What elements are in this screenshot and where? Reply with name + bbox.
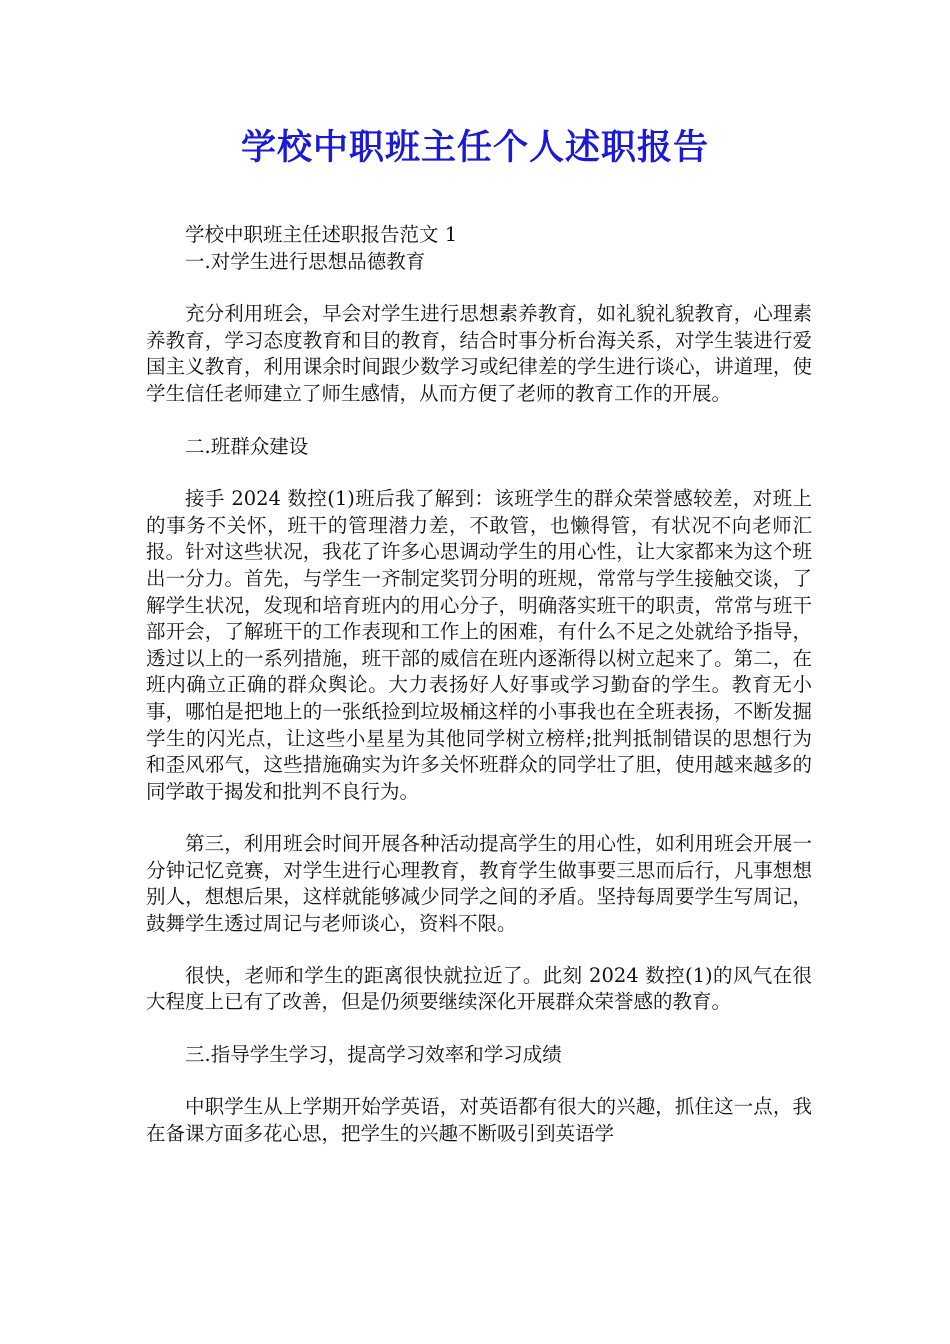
section-3-heading: 三.指导学生学习，提高学习效率和学习成绩 (185, 1042, 562, 1066)
document-title: 学校中职班主任个人述职报告 (240, 128, 709, 168)
section-1-paragraph-1: 充分利用班会，早会对学生进行思想素养教育，如礼貌礼貌教育，心理素养教育，学习态度教育和目的教育，结合时事分析台海关系，对学生装进行爱国主义教育，利用课余时间跟少数学习或纪律差的学生进行谈心，讲道理，使学生信任老师建立了师生感情，从而方便了老师的教育工作的开展。 (146, 302, 812, 405)
section-2-heading: 二.班群众建设 (185, 434, 309, 458)
document-body (146, 222, 812, 1148)
document-subtitle: 学校中职班主任述职报告范文 1 (185, 223, 458, 246)
section-2-paragraph-2: 第三，利用班会时间开展各种活动提高学生的用心性，如利用班会开展一分钟记忆竞赛，对学生进行心理教育，教育学生做事要三思而后行，凡事想想别人，想想后果，这样就能够减少同学之间的矛盾。坚持每周要学生写周记，鼓舞学生透过周记与老师谈心，资料不限。 (146, 832, 812, 936)
section-1-heading: 一.对学生进行思想品德教育 (185, 249, 426, 273)
section-3-paragraph-1: 中职学生从上学期开始学英语，对英语都有很大的兴趣，抓住这一点，我在备课方面多花心思，把学生的兴趣不断吸引到英语学 (146, 1095, 812, 1146)
section-2-paragraph-3: 很快，老师和学生的距离很快就拉近了。此刻 2024 数控(1)的风气在很大程度上已有了改善，但是仍须要继续深化开展群众荣誉感的教育。 (146, 963, 812, 1014)
section-2-paragraph-1: 接手 2024 数控(1)班后我了解到：该班学生的群众荣誉感较差，对班上的事务不关怀，班干的管理潜力差，不敢管，也懒得管，有状况不向老师汇报。针对这些状况，我花了许多心思调动学生的用心性，让大家都来为这个班出一分力。首先，与学生一齐制定奖罚分明的班规，常常与学生接触交谈，了解学生状况，发现和培育班内的用心分子，明确落实班干的职责，常常与班干部开会，了解班干的工作表现和工作上的困难，有什么不足之处就给予指导，透过以上的一系列措施，班干部的威信在班内逐渐得以树立起来了。第二，在班内确立正确的群众舆论。大力表扬好人好事或学习勤奋的学生。教育无小事，哪怕是把地上的一张纸捡到垃圾桶这样的小事我也在全班表扬，不断发掘学生的闪光点，让这些小星星为其他同学树立榜样;批判抵制错误的思想行为和歪风邪气，这些措施确实为许多关怀班群众的同学壮了胆，使用越来越多的同学敢于揭发和批判不良行为。 (146, 487, 812, 803)
